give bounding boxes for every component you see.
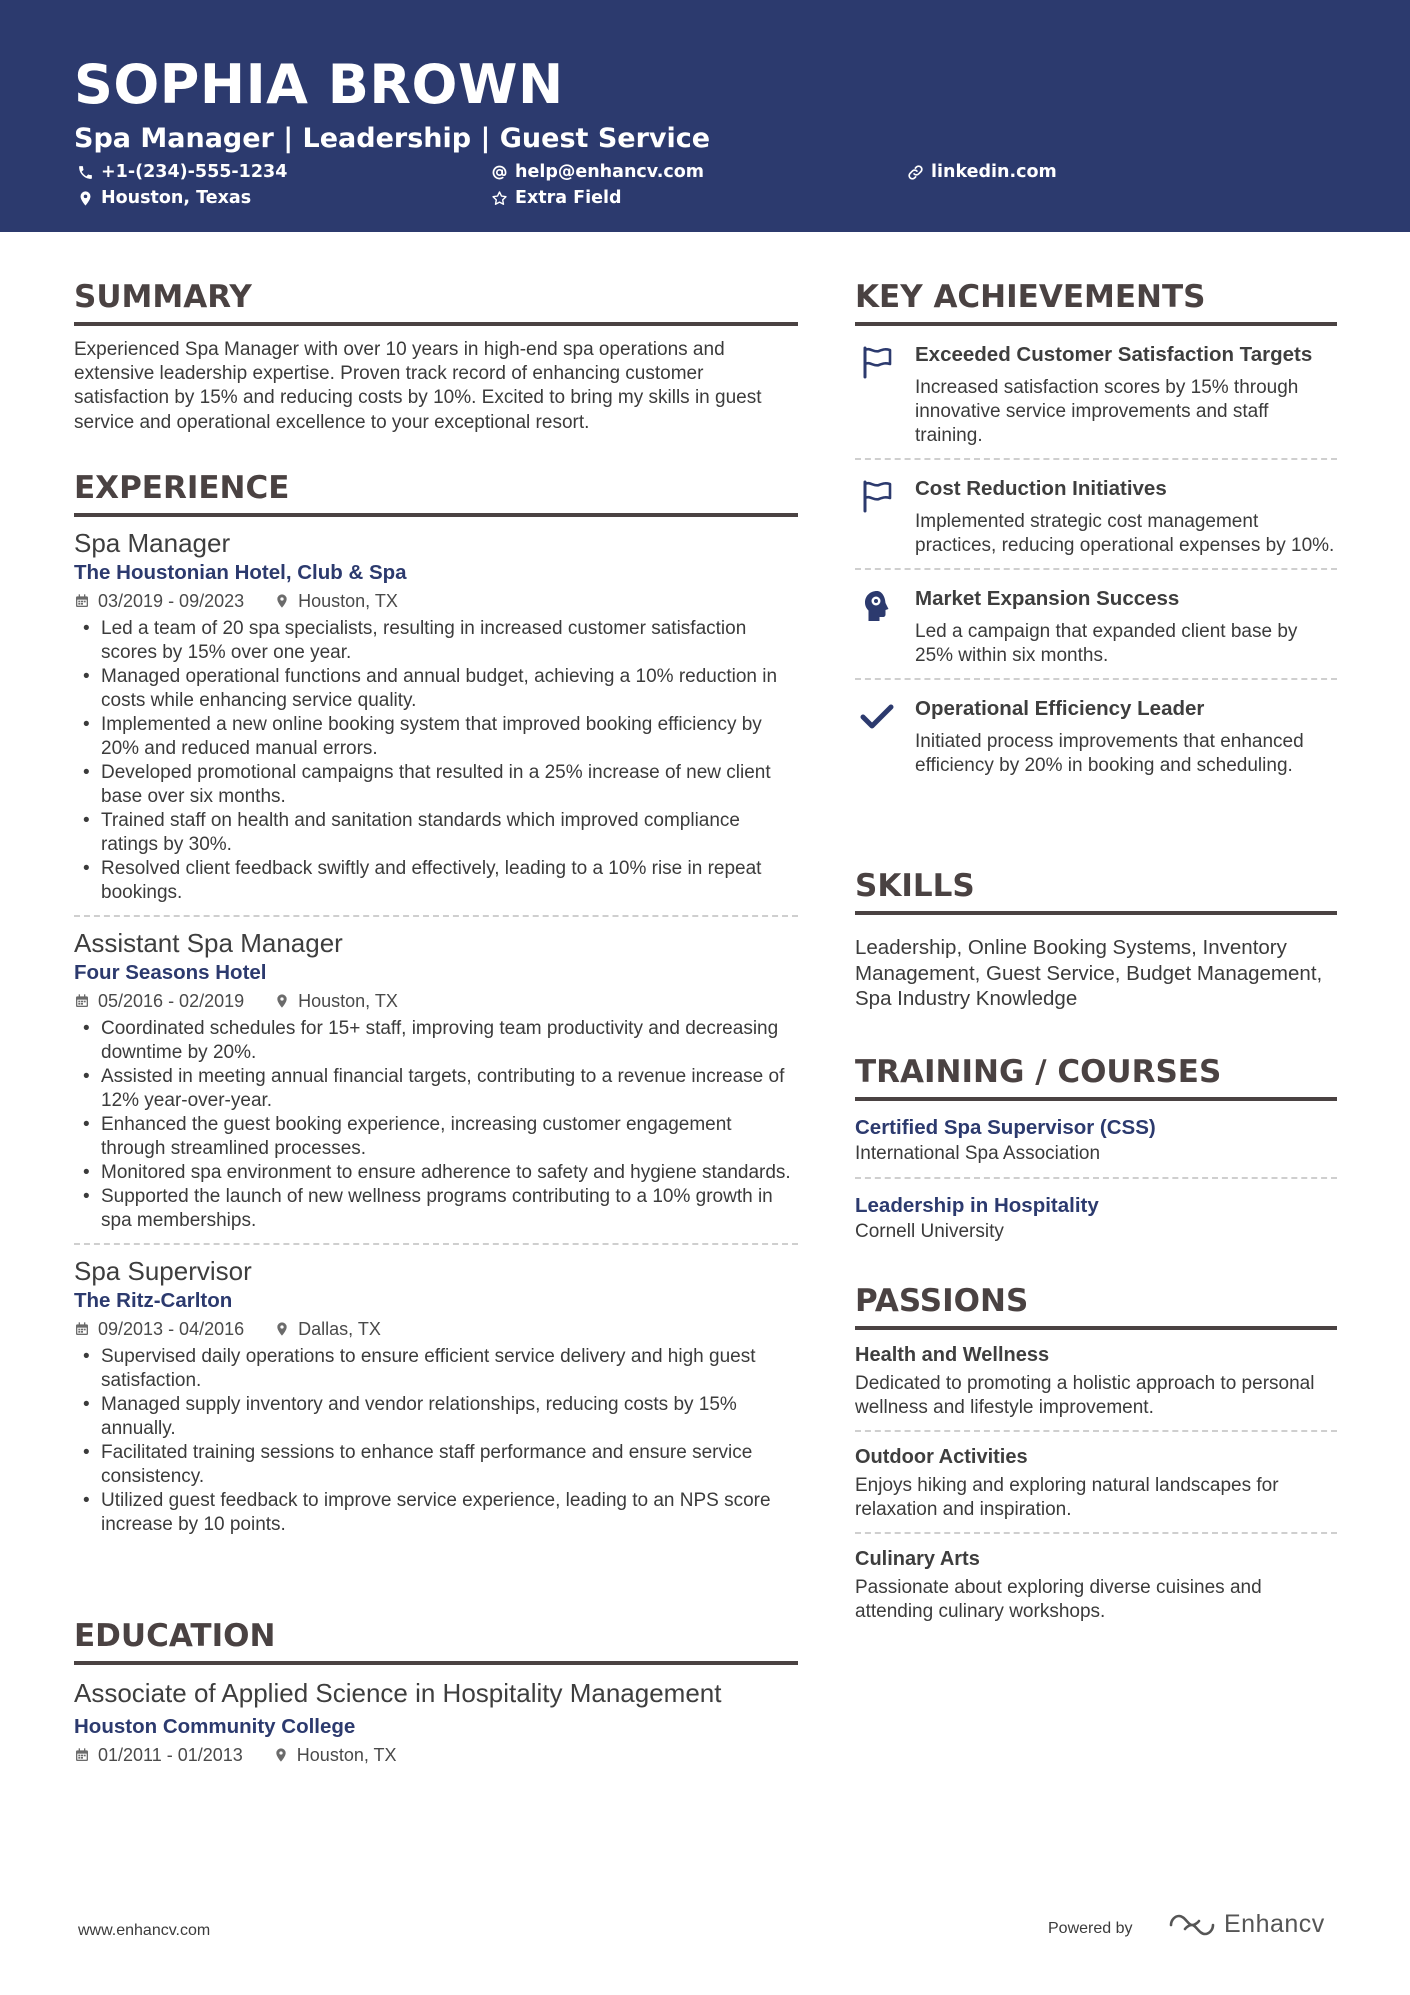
passion-desc: Dedicated to promoting a holistic approach to personal wellness and lifestyle improvement. <box>855 1373 1315 1418</box>
at-icon <box>491 164 508 181</box>
star-icon <box>491 190 508 207</box>
achievement-item <box>855 570 1337 680</box>
course-org: International Spa Association <box>855 1143 1101 1164</box>
education-dates: 01/2011 - 01/2013 <box>98 1745 243 1765</box>
job-bullet: • Supported the launch of new wellness programs contributing to a 10% growth in spa memberships. <box>74 1185 798 1233</box>
course-org: Cornell University <box>855 1221 1004 1242</box>
course-item <box>855 1101 1337 1179</box>
education-location <box>273 1741 397 1769</box>
summary-text: Experienced Spa Manager with over 10 years in high-end spa operations and extensive leadership expertise. Proven track record of enhancing customer satisfaction by 15% and reducing costs by 10%. Excited to bring my skills in guest service and operational excellence to your exceptional resort. <box>74 339 762 433</box>
passion-title: Culinary Arts <box>855 1548 980 1570</box>
footer-url[interactable]: www.enhancv.com <box>78 1922 211 1939</box>
achievement-icon-wrap <box>855 586 915 668</box>
location-pin-icon <box>274 993 290 1009</box>
checkmark-icon <box>859 698 895 734</box>
calendar-icon <box>74 993 90 1009</box>
passion-desc: Enjoys hiking and exploring natural landscapes for relaxation and inspiration. <box>855 1475 1279 1520</box>
job-bullets <box>74 1345 798 1537</box>
location-pin-icon <box>273 1747 289 1763</box>
achievement-icon-wrap <box>855 696 915 778</box>
location-text: Houston, Texas <box>101 188 252 208</box>
job-meta <box>74 1315 798 1343</box>
location-pin-icon <box>274 593 290 609</box>
job-bullet: • Resolved client feedback swiftly and effectively, leading to a 10% rise in repeat bookings. <box>74 857 798 905</box>
section-title: KEY ACHIEVEMENTS <box>855 282 1337 326</box>
location-pin-icon <box>274 1321 290 1337</box>
achievement-desc: Initiated process improvements that enhanced efficiency by 20% in booking and scheduling. <box>915 731 1304 776</box>
job-entry <box>74 517 798 917</box>
passion-item <box>855 1432 1337 1534</box>
course-title: Certified Spa Supervisor (CSS) <box>855 1116 1156 1139</box>
education-entry <box>74 1665 798 1779</box>
section-title: EXPERIENCE <box>74 473 798 517</box>
passion-title: Outdoor Activities <box>855 1446 1028 1468</box>
job-dates: 03/2019 - 09/2023 <box>98 591 245 611</box>
achievement-icon-wrap <box>855 476 915 558</box>
resume-header <box>0 0 1410 232</box>
achievement-title: Cost Reduction Initiatives <box>915 477 1167 500</box>
calendar-icon <box>74 593 90 609</box>
brand-name: Enhancv <box>1224 1910 1325 1938</box>
head-icon <box>859 588 895 624</box>
contact-extra <box>491 190 622 208</box>
enhancv-logo-icon <box>1168 1912 1216 1938</box>
section-title: SUMMARY <box>74 282 798 326</box>
job-location-text: Houston, TX <box>298 991 398 1011</box>
candidate-name: SOPHIA BROWN <box>74 53 564 116</box>
job-bullet: • Led a team of 20 spa specialists, resulting in increased customer satisfaction scores by 15% over one year. <box>74 617 798 665</box>
job-location <box>274 1315 381 1343</box>
achievement-desc: Increased satisfaction scores by 15% through innovative service improvements and staff training. <box>915 377 1299 446</box>
passion-list <box>855 1330 1337 1634</box>
passion-item <box>855 1330 1337 1432</box>
job-entry <box>74 917 798 1245</box>
job-location <box>274 587 398 615</box>
passion-item <box>855 1534 1337 1634</box>
job-title: Spa Supervisor <box>74 1256 252 1286</box>
job-location-text: Dallas, TX <box>298 1319 381 1339</box>
skills-text: Leadership, Online Booking Systems, Inventory Management, Guest Service, Budget Management, Spa Industry Knowledge <box>855 936 1323 1010</box>
job-location <box>274 987 398 1015</box>
achievement-title: Exceeded Customer Satisfaction Targets <box>915 343 1313 366</box>
job-location-text: Houston, TX <box>298 591 398 611</box>
contact-location <box>77 190 251 208</box>
phone-icon <box>77 164 94 181</box>
job-bullet: • Facilitated training sessions to enhance staff performance and ensure service consistency. <box>74 1441 798 1489</box>
job-bullet: • Implemented a new online booking system that improved booking efficiency by 20% and reduced manual errors. <box>74 713 798 761</box>
achievement-list <box>855 326 1337 788</box>
brand-logo[interactable] <box>1168 1910 1325 1939</box>
passion-desc: Passionate about exploring diverse cuisines and attending culinary workshops. <box>855 1577 1262 1622</box>
job-entry <box>74 1245 798 1547</box>
job-meta <box>74 587 798 615</box>
company-name: The Houstonian Hotel, Club & Spa <box>74 561 407 584</box>
course-list <box>855 1101 1337 1255</box>
summary-section <box>74 279 798 435</box>
job-bullet: • Enhanced the guest booking experience, increasing customer engagement through streamlined processes. <box>74 1113 798 1161</box>
training-section <box>855 1054 1337 1255</box>
job-meta <box>74 987 798 1015</box>
achievement-desc: Implemented strategic cost management practices, reducing operational expenses by 10%. <box>915 511 1335 556</box>
job-bullet: • Developed promotional campaigns that resulted in a 25% increase of new client base over six months. <box>74 761 798 809</box>
achievement-item <box>855 326 1337 460</box>
job-dates: 05/2016 - 02/2019 <box>98 991 245 1011</box>
contact-email[interactable] <box>491 164 704 182</box>
flag-icon <box>859 344 895 380</box>
section-title: EDUCATION <box>74 1621 798 1665</box>
job-bullet: • Trained staff on health and sanitation standards which improved compliance ratings by 30%. <box>74 809 798 857</box>
achievement-title: Operational Efficiency Leader <box>915 697 1205 720</box>
passions-section <box>855 1283 1337 1634</box>
experience-section <box>74 470 798 1547</box>
skills-section <box>855 868 1337 1012</box>
course-title: Leadership in Hospitality <box>855 1194 1099 1217</box>
job-dates: 09/2013 - 04/2016 <box>98 1319 245 1339</box>
linkedin-text: linkedin.com <box>931 162 1057 182</box>
contact-linkedin[interactable] <box>907 164 1057 182</box>
education-section <box>74 1618 798 1779</box>
company-name: The Ritz-Carlton <box>74 1289 233 1312</box>
job-bullets <box>74 1017 798 1233</box>
phone-text: +1-(234)-555-1234 <box>101 162 288 182</box>
achievement-item <box>855 460 1337 570</box>
extra-text: Extra Field <box>515 188 622 208</box>
job-bullet: • Utilized guest feedback to improve service experience, leading to an NPS score increase by 10 points. <box>74 1489 798 1537</box>
section-title: SKILLS <box>855 871 1337 915</box>
school-name: Houston Community College <box>74 1715 356 1738</box>
calendar-icon <box>74 1747 90 1763</box>
job-bullet: • Managed supply inventory and vendor relationships, reducing costs by 15% annually. <box>74 1393 798 1441</box>
email-text: help@enhancv.com <box>515 162 705 182</box>
achievement-title: Market Expansion Success <box>915 587 1180 610</box>
passion-title: Health and Wellness <box>855 1344 1050 1366</box>
education-meta <box>74 1741 798 1769</box>
job-bullet: • Monitored spa environment to ensure adherence to safety and hygiene standards. <box>74 1161 798 1185</box>
company-name: Four Seasons Hotel <box>74 961 267 984</box>
location-pin-icon <box>77 190 94 207</box>
job-title: Spa Manager <box>74 528 231 558</box>
education-location-text: Houston, TX <box>296 1745 397 1765</box>
powered-by-label: Powered by <box>1048 1920 1133 1937</box>
job-bullet: • Managed operational functions and annual budget, achieving a 10% reduction in costs while enhancing service quality. <box>74 665 798 713</box>
flag-icon <box>859 478 895 514</box>
calendar-icon <box>74 1321 90 1337</box>
degree-title: Associate of Applied Science in Hospitality Management <box>74 1678 722 1708</box>
job-bullet: • Assisted in meeting annual financial targets, contributing to a revenue increase of 12% year-over-year. <box>74 1065 798 1113</box>
job-list <box>74 517 798 1547</box>
link-icon <box>907 164 924 181</box>
contact-phone[interactable] <box>77 164 287 182</box>
achievements-section <box>855 279 1337 788</box>
job-bullet: • Supervised daily operations to ensure efficient service delivery and high guest satisfaction. <box>74 1345 798 1393</box>
achievement-icon-wrap <box>855 342 915 448</box>
section-title: PASSIONS <box>855 1286 1337 1330</box>
candidate-headline: Spa Manager | Leadership | Guest Service <box>74 123 711 154</box>
job-bullet: • Coordinated schedules for 15+ staff, improving team productivity and decreasing downtime by 20%. <box>74 1017 798 1065</box>
section-title: TRAINING / COURSES <box>855 1057 1337 1101</box>
course-item <box>855 1179 1337 1255</box>
achievement-desc: Led a campaign that expanded client base by 25% within six months. <box>915 621 1298 666</box>
job-title: Assistant Spa Manager <box>74 928 343 958</box>
job-bullets <box>74 617 798 905</box>
achievement-item <box>855 680 1337 788</box>
